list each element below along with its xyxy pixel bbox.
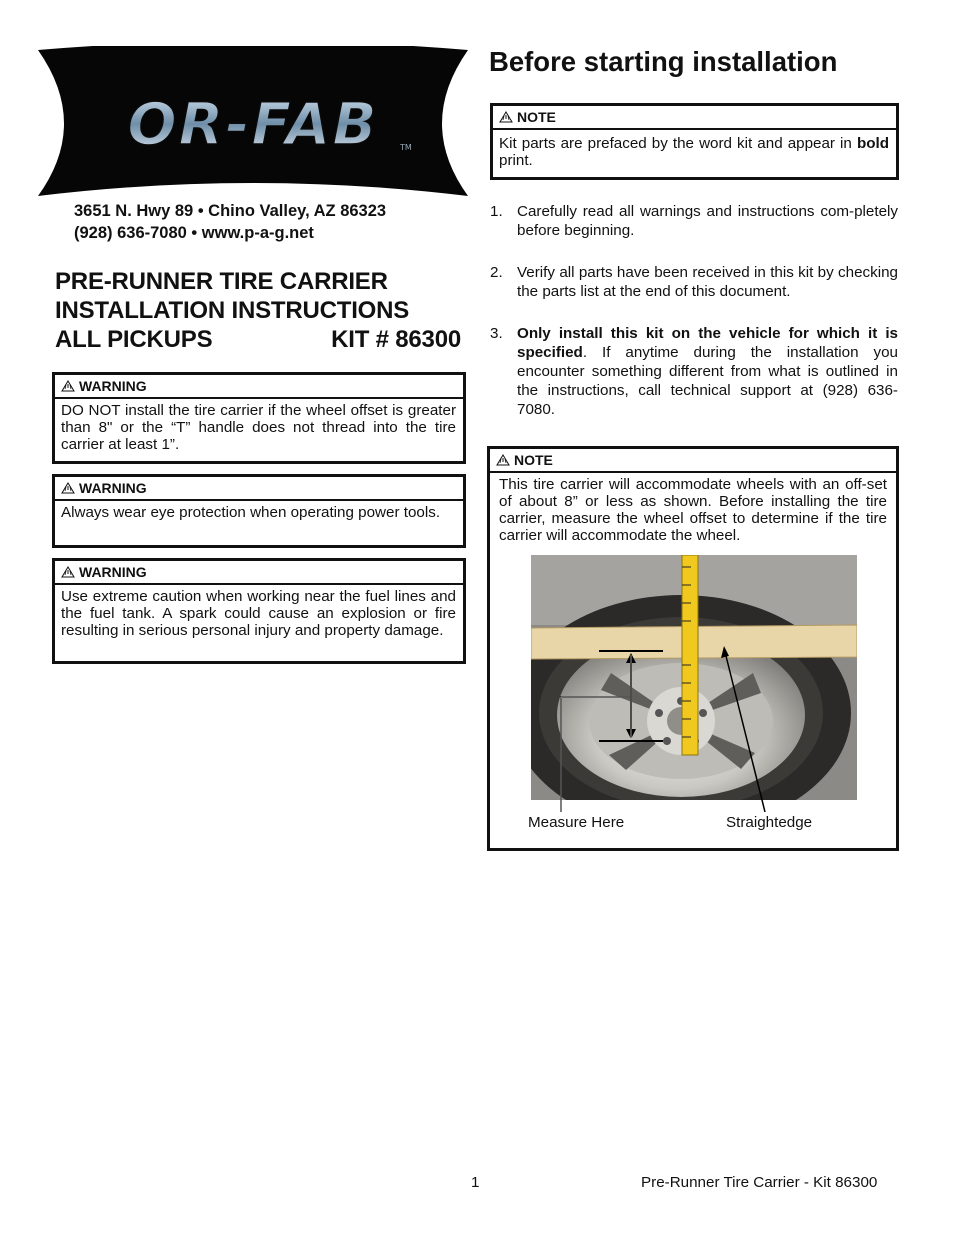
kit-number: KIT # 86300 [331, 326, 461, 353]
note-text: This tire carrier will accommodate wheels with an off-set of about 8” or less as shown. Before installing the tire carrier, measure the wheel offset to determine if the tire carrier will accommodate the wheel. [499, 476, 887, 544]
warning-icon [61, 482, 75, 494]
note-label: NOTE [517, 109, 556, 125]
logo-trademark: TM [400, 143, 412, 152]
warning-box-2 [52, 474, 466, 548]
step-number: 2. [490, 264, 503, 281]
step-number: 3. [490, 325, 503, 342]
step-number: 1. [490, 203, 503, 220]
warning-header [55, 561, 463, 585]
warning-icon [61, 566, 75, 578]
title-line-1: PRE-RUNNER TIRE CARRIER [55, 268, 388, 295]
warning-label: WARNING [79, 564, 147, 580]
section-title: Before starting installation [489, 46, 838, 77]
title-line-3-left: ALL PICKUPS [55, 326, 213, 353]
note-text-bold: bold [856, 135, 889, 152]
title-line-2: INSTALLATION INSTRUCTIONS [55, 297, 410, 324]
step-3 [490, 324, 898, 419]
caption-leader-lines [520, 640, 800, 820]
step-2 [490, 263, 898, 301]
warning-label: WARNING [79, 480, 147, 496]
step-text-bold: Only install this kit on the vehicle for which it is specified [517, 325, 898, 361]
warning-icon [61, 380, 75, 392]
orfab-logo [36, 46, 470, 200]
caption-straightedge: Straightedge [726, 814, 813, 831]
note-text-part: print. [499, 152, 533, 169]
footer-doc-name: Pre-Runner Tire Carrier - Kit 86300 [641, 1174, 878, 1191]
warning-label: WARNING [79, 378, 147, 394]
warning-header [55, 375, 463, 399]
warning-box-3 [52, 558, 466, 664]
step-1 [490, 202, 898, 240]
note-box-1 [490, 103, 899, 180]
warning-box-1 [52, 372, 466, 464]
caption-measure-here: Measure Here [528, 814, 625, 831]
step-text [517, 324, 898, 419]
page-number: 1 [471, 1174, 480, 1191]
step-text-rest: . If anytime during the installation you encounter something different from what is outlined in the instructions, call technical support at (928) 636-7080. [517, 344, 898, 418]
note-text [493, 130, 896, 173]
note-label: NOTE [514, 452, 553, 468]
address-line-1: 3651 N. Hwy 89 • Chino Valley, AZ 86323 [74, 202, 387, 220]
step-text: Verify all parts have been received in this kit by checking the parts list at the end of this document. [517, 264, 898, 300]
note-header [493, 106, 896, 130]
note-header [490, 449, 896, 473]
warning-header [55, 477, 463, 501]
warning-text: Always wear eye protection when operating power tools. [61, 504, 441, 521]
warning-text: DO NOT install the tire carrier if the wheel offset is greater than 8" or the “T” handle does not thread into the tire carrier at least 1”. [61, 402, 456, 453]
logo-wordmark: OR-FAB [127, 90, 379, 158]
warning-icon [496, 454, 510, 466]
warning-icon [499, 111, 513, 123]
step-text: Carefully read all warnings and instructions com-pletely before beginning. [517, 203, 898, 239]
note-text-part: Kit parts are prefaced by the word kit and appear in [499, 135, 857, 152]
address-line-2: (928) 636-7080 • www.p-a-g.net [74, 224, 314, 242]
document-title [55, 267, 475, 354]
warning-text: Use extreme caution when working near the fuel lines and the fuel tank. A spark could cause an explosion or fire resulting in serious personal injury and property damage. [61, 588, 456, 639]
